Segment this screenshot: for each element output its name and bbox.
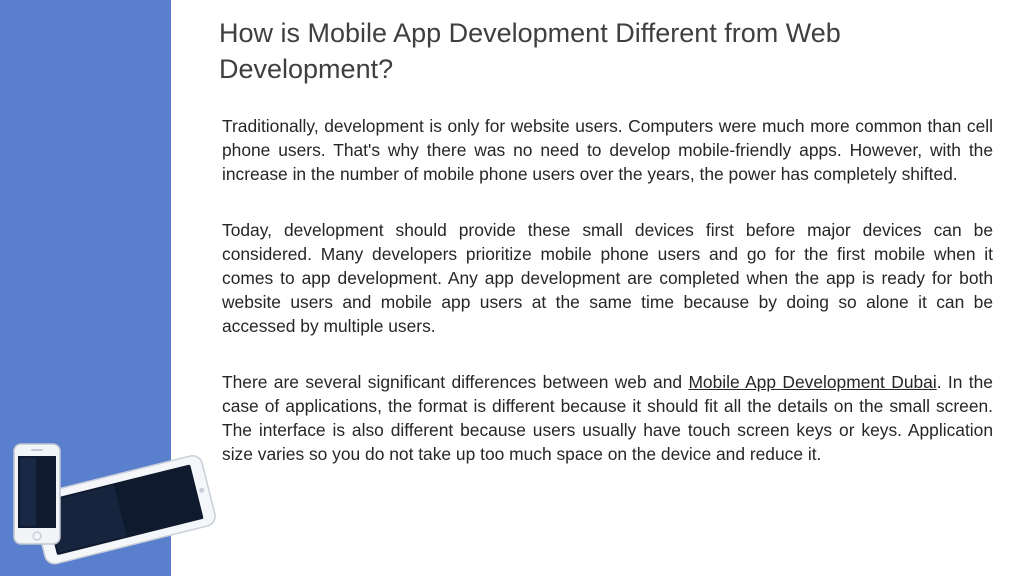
slide-title: How is Mobile App Development Different from Web Development?	[219, 18, 841, 84]
mobile-app-development-dubai-link[interactable]: Mobile App Development Dubai	[688, 372, 937, 392]
slide-body	[222, 114, 993, 498]
paragraph-differences-intro: There are several significant differences between web and	[222, 372, 689, 392]
phone-and-tablet-icon	[0, 436, 220, 576]
paragraph-differences-rest: . In the case of applications, the format is different because it should fit all the details on the small screen. The interface is also different because users usually have touch screen keys or keys. Application size varies so you do not take up too much space on the device and reduce it.	[222, 372, 993, 464]
paragraph-history: Traditionally, development is only for website users. Computers were much more common than cell phone users. That's why there was no need to develop mobile-friendly apps. However, with the increase in the number of mobile phone users over the years, the power has completely shifted.	[222, 116, 993, 184]
paragraph-differences	[222, 370, 993, 466]
paragraph-today: Today, development should provide these small devices first before major devices can be considered. Many developers prioritize mobile phone users and go for the first mobile when it comes to app development. Any app development are completed when the app is ready for both website users and mobile app users at the same time because by doing so alone it can be accessed by multiple users.	[222, 220, 993, 336]
